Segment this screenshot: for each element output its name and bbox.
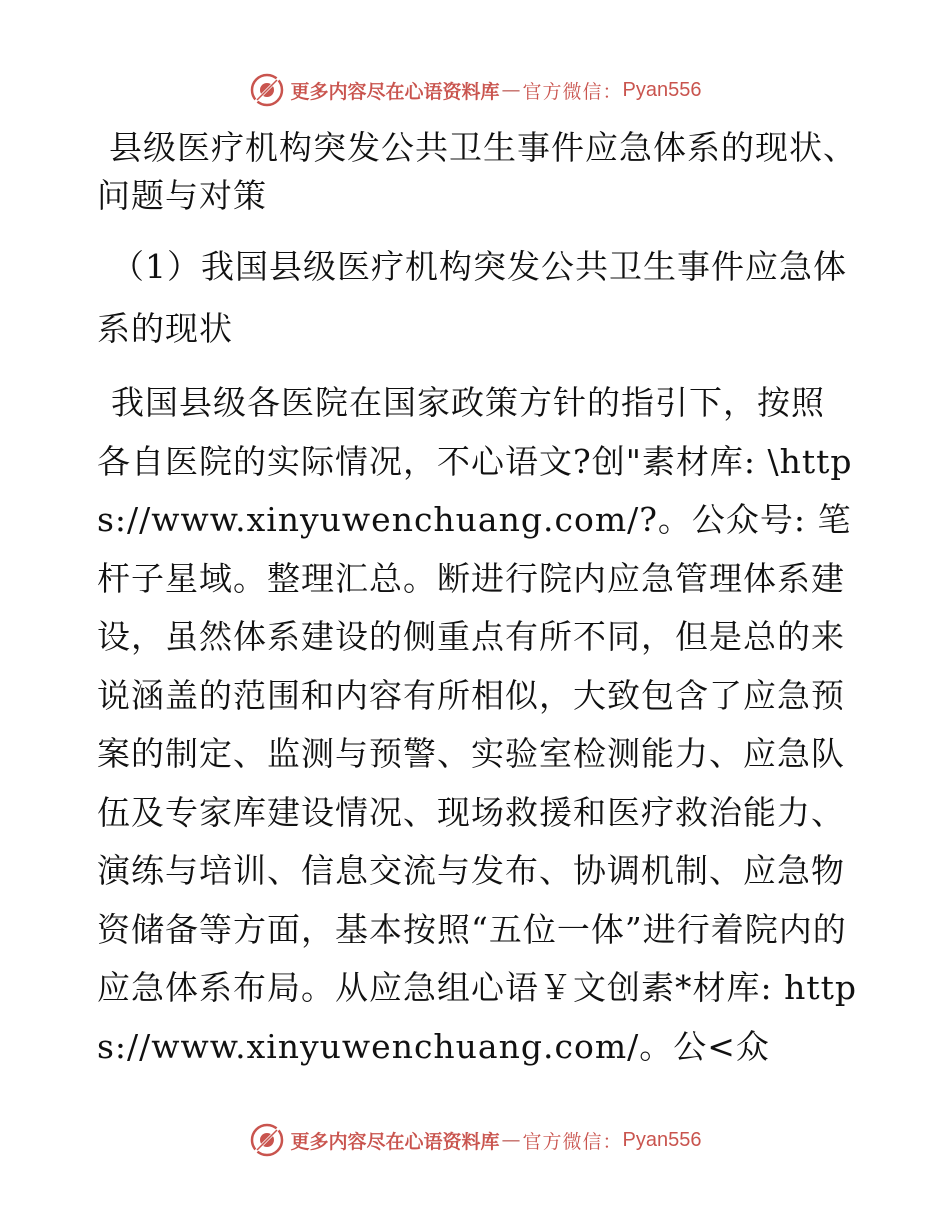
document-title: 县级医疗机构突发公共卫生事件应急体系的现状、问题与对策 xyxy=(97,128,857,215)
watermark-label: 官方微信： xyxy=(522,80,623,103)
watermark-account: Pyan556 xyxy=(622,78,702,101)
watermark-header xyxy=(0,70,950,110)
body-paragraph: 我国县级各医院在国家政策方针的指引下，按照各自医院的实际情况，不心语文?创"素材库: \https://www.xinyuwenchuang.com/?。公众号: 笔杆子星域。整理汇总。断进行院内应急管理体系建设，虽然体系建设的侧重点有所不同，但是总的来说涵盖的范围和内容有所相似，大致包含了应急预案的制定、监测与预警、实验室检测能力、应急队伍及专家库建设情况、现场救援和医疗救治能力、演练与培训、信息交流与发布、协调机制、应急物资储备等方面，基本按照“五位一体”进行着院内的应急体系布局。从应急组心语￥文创素*材库: https://www.xinyuwenchuang.com/。公<众 xyxy=(97,383,858,1066)
watermark-footer xyxy=(0,1120,950,1160)
brand-logo-icon xyxy=(249,72,285,108)
document-body xyxy=(97,124,857,1076)
watermark-brand-text: 更多内容尽在心语资料库 xyxy=(290,80,500,103)
brand-logo-icon xyxy=(249,1122,285,1158)
section-heading: （1）我国县级医疗机构突发公共卫生事件应急体系的现状 xyxy=(97,247,847,348)
watermark-dash: — xyxy=(501,1129,521,1151)
watermark-account: Pyan556 xyxy=(622,1128,702,1151)
watermark-brand-text: 更多内容尽在心语资料库 xyxy=(290,1130,500,1153)
watermark-dash: — xyxy=(501,79,521,101)
watermark-label: 官方微信： xyxy=(522,1130,623,1153)
